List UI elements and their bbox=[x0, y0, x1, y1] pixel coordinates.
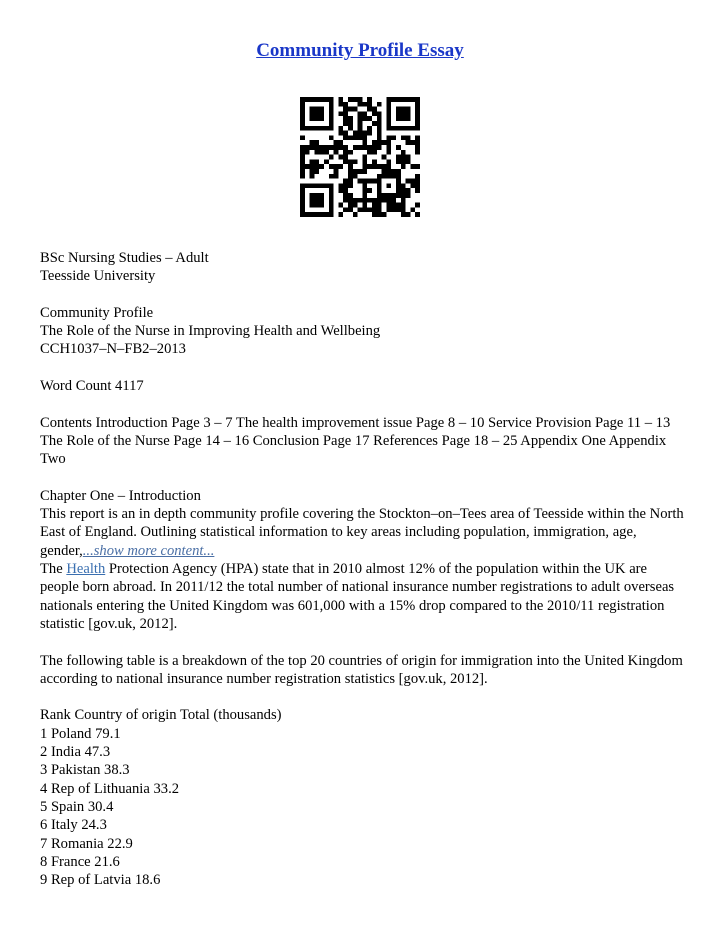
table-intro-paragraph: The following table is a breakdown of the top 20 countries of origin for immigration into the United Kingdom according to national insurance number registration statistics [gov.uk, 2012]. bbox=[40, 652, 683, 687]
qr-code-icon bbox=[300, 97, 420, 217]
university-line: Teesside University bbox=[40, 268, 156, 285]
hpa-paragraph bbox=[40, 560, 685, 633]
word-count: Word Count 4117 bbox=[40, 378, 144, 395]
module-code: CCH1037–N–FB2–2013 bbox=[40, 341, 186, 358]
health-link[interactable]: Health bbox=[66, 561, 106, 578]
table-row: 7 Romania 22.9 bbox=[40, 835, 133, 852]
table-row: 1 Poland 79.1 bbox=[40, 725, 121, 742]
table-row: 8 France 21.6 bbox=[40, 853, 120, 870]
page-title[interactable]: Community Profile Essay bbox=[256, 40, 464, 61]
table-header: Rank Country of origin Total (thousands) bbox=[40, 707, 282, 724]
contents-paragraph: Contents Introduction Page 3 – 7 The health improvement issue Page 8 – 10 Service Provision Page 11 – 13 The Role of the Nurse Page 14 – 16 Conclusion Page 17 References Page 18 – 25 Appendix One Appendix Two bbox=[40, 414, 671, 468]
essay-body bbox=[40, 249, 685, 889]
chapter-heading: Chapter One – Introduction bbox=[40, 487, 201, 504]
hpa-text-after: Protection Agency (HPA) state that in 2010 almost 12% of the population within the UK are people born abroad. In 2011/12 the total number of national insurance number registrations to adult overseas nationals entering the United Kingdom was 601,000 with a 15% drop compared to the 2010/11 registration statistic [gov.uk, 2012]. bbox=[40, 561, 675, 632]
table-row: 4 Rep of Lithuania 33.2 bbox=[40, 780, 180, 797]
hpa-text-before: The bbox=[40, 561, 67, 578]
profile-line: Community Profile bbox=[40, 304, 154, 321]
profile-subtitle: The Role of the Nurse in Improving Health and Wellbeing bbox=[40, 323, 381, 340]
intro-paragraph bbox=[40, 505, 685, 560]
show-more-link[interactable]: ...show more content... bbox=[82, 542, 215, 559]
table-row: 6 Italy 24.3 bbox=[40, 817, 107, 834]
table-row: 2 India 47.3 bbox=[40, 744, 111, 761]
table-row: 9 Rep of Latvia 18.6 bbox=[40, 872, 161, 889]
intro-text: This report is an in depth community profile covering the Stockton–on–Tees area of Teesside within the North East of England. Outlining statistical information to key areas including population, immigration, age, gender, bbox=[40, 506, 684, 559]
degree-line: BSc Nursing Studies – Adult bbox=[40, 250, 209, 266]
table-row: 5 Spain 30.4 bbox=[40, 798, 114, 815]
table-row: 3 Pakistan 38.3 bbox=[40, 762, 130, 779]
